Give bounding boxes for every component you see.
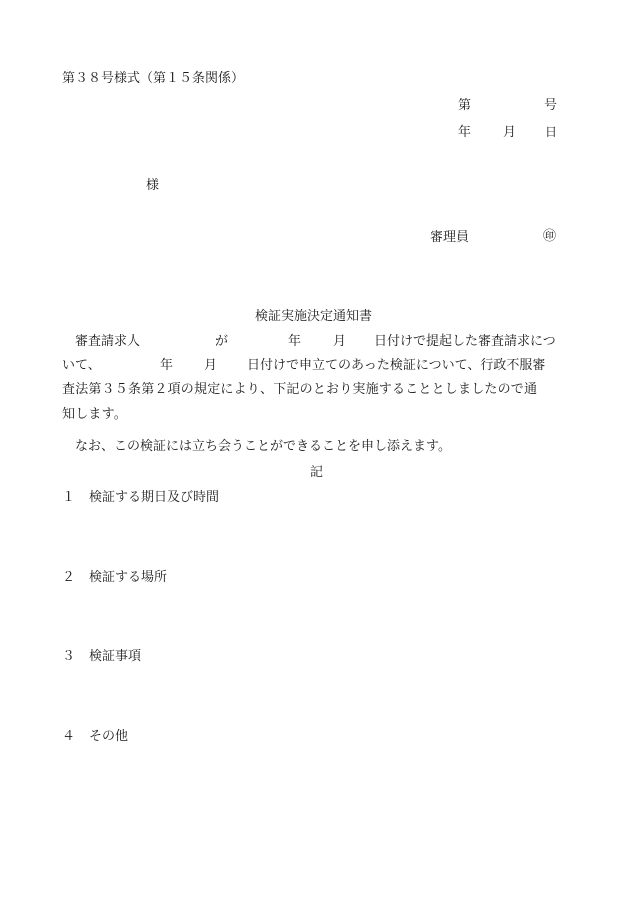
item-4	[62, 730, 128, 743]
item-number: ２	[62, 570, 76, 585]
item-2	[62, 571, 167, 584]
seal-mark	[543, 230, 556, 243]
item-1	[62, 491, 219, 504]
body-l1-a: 審査請求人	[75, 334, 141, 349]
item-label: 検証する場所	[89, 570, 168, 585]
item-number: １	[62, 490, 76, 505]
item-number: ４	[62, 729, 76, 744]
ki-label: 記	[310, 465, 324, 480]
body-l1-d: 月	[333, 334, 347, 349]
body-l2-c: 月	[204, 358, 218, 373]
header-month: 月	[503, 125, 517, 140]
addressee-suffix: 様	[146, 178, 160, 193]
header-go: 号	[544, 98, 558, 113]
body-l1-e: 日付けで提起した審査請求につ	[374, 334, 556, 349]
sender-title: 審理員	[430, 230, 470, 245]
item-label: 検証事項	[89, 649, 142, 664]
body-l2-b: 年	[160, 358, 174, 373]
item-label: 検証する期日及び時間	[89, 490, 220, 505]
header-dai: 第	[458, 98, 472, 113]
doc-title: 検証実施決定通知書	[255, 309, 373, 324]
header-year: 年	[458, 125, 472, 140]
body-l2-d: 日付けで申立てのあった検証について、行政不服審	[247, 358, 546, 373]
form-number: 第３８号様式（第１５条関係）	[62, 71, 245, 86]
item-3	[62, 650, 141, 663]
body-l2-a: いて、	[62, 358, 101, 373]
body-l5: なお、この検証には立ち会うことができることを申し添えます。	[75, 439, 451, 454]
header-day: 日	[545, 125, 558, 139]
item-number: ３	[62, 649, 76, 664]
body-l1-b: が	[215, 334, 229, 349]
body-l3: 査法第３５条第２項の規定により、下記のとおり実施することとしましたので通	[62, 382, 538, 397]
body-l1-c: 年	[288, 334, 302, 349]
item-label: その他	[89, 729, 129, 744]
seal-icon: ㊞	[543, 229, 557, 244]
body-l4: 知します。	[62, 407, 127, 422]
